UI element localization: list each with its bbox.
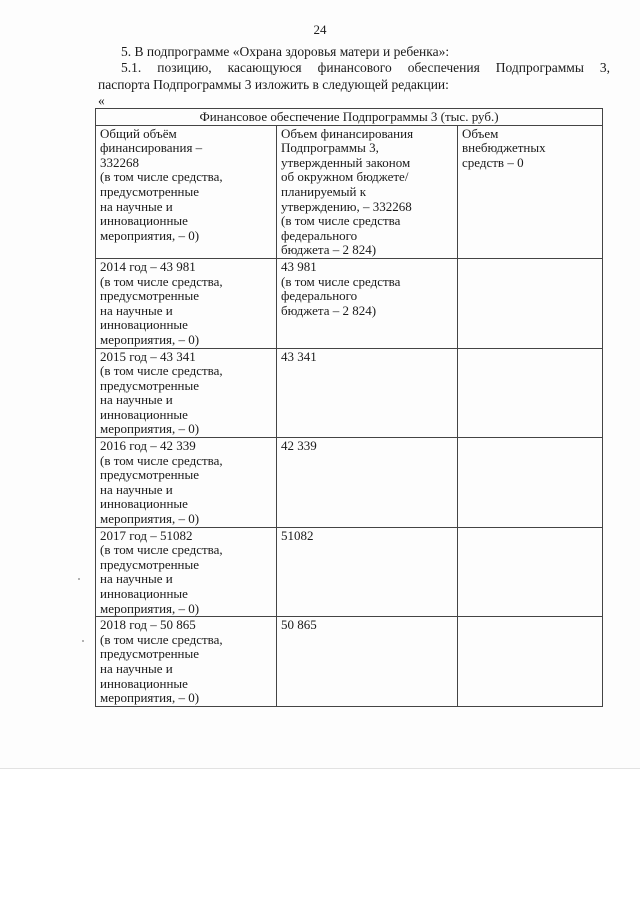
- budget-cell: [277, 258, 458, 348]
- budget-text: 50 865: [281, 617, 317, 633]
- budget-cell: [277, 348, 458, 438]
- table-header-row: [96, 125, 603, 258]
- page-number: 24: [313, 22, 327, 37]
- table-row: [96, 258, 603, 348]
- budget-cell: [277, 617, 458, 707]
- budget-cell: [277, 527, 458, 617]
- table-row: [96, 617, 603, 707]
- budget-text: 51082: [281, 527, 314, 543]
- budget-text: 43 981 (в том числе средства федерального бюджета – 2 824): [281, 258, 401, 318]
- year-text: 2016 год – 42 339 (в том числе средства, предусмотренные на научные и инновационные мероприятия, – 0): [100, 438, 223, 527]
- table-caption-row: [96, 109, 603, 126]
- table-row: [96, 527, 603, 617]
- header-extra-cell: [458, 125, 603, 258]
- paragraph-item-5-1: 5.1. позицию, касающуюся финансового обеспечения Подпрограммы 3,: [121, 60, 610, 75]
- extra-cell: [458, 438, 603, 528]
- table-row: [96, 348, 603, 438]
- year-text: 2018 год – 50 865 (в том числе средства, предусмотренные на научные и инновационные мероприятия, – 0): [100, 617, 223, 706]
- paragraph-item-5-1-continued: паспорта Подпрограммы 3 изложить в следующей редакции:: [98, 77, 449, 92]
- header-total-text: Общий объём финансирования – 332268 (в том числе средства, предусмотренные на научные и инновационные мероприятия, – 0): [100, 125, 223, 243]
- budget-text: 42 339: [281, 438, 317, 454]
- budget-text: 43 341: [281, 348, 317, 364]
- paragraph-section-5: 5. В подпрограмме «Охрана здоровья матери и ребенка»:: [121, 44, 450, 59]
- header-extra-text: Объем внебюджетных средств – 0: [462, 125, 546, 170]
- extra-cell: [458, 617, 603, 707]
- header-total-cell: [96, 125, 277, 258]
- year-cell: [96, 527, 277, 617]
- scan-speck: [78, 578, 80, 580]
- header-budget-cell: [277, 125, 458, 258]
- budget-cell: [277, 438, 458, 528]
- header-budget-text: Объем финансирования Подпрограммы 3, утвержденный законом об окружном бюджете/ планируемый к утверждению, – 332268 (в том числе средства федерального бюджета – 2 824): [281, 125, 414, 258]
- year-text: 2015 год – 43 341 (в том числе средства, предусмотренные на научные и инновационные мероприятия, – 0): [100, 348, 223, 437]
- year-cell: [96, 258, 277, 348]
- year-text: 2014 год – 43 981 (в том числе средства, предусмотренные на научные и инновационные мероприятия, – 0): [100, 258, 223, 347]
- table-caption: Финансовое обеспечение Подпрограммы 3 (тыс. руб.): [96, 109, 603, 126]
- year-cell: [96, 617, 277, 707]
- year-text: 2017 год – 51082 (в том числе средства, предусмотренные на научные и инновационные мероприятия, – 0): [100, 527, 223, 616]
- extra-cell: [458, 258, 603, 348]
- year-cell: [96, 348, 277, 438]
- opening-quote-mark: «: [98, 93, 105, 108]
- extra-cell: [458, 527, 603, 617]
- scan-speck: [82, 640, 84, 642]
- extra-cell: [458, 348, 603, 438]
- financing-table: [95, 108, 603, 707]
- table-row: [96, 438, 603, 528]
- year-cell: [96, 438, 277, 528]
